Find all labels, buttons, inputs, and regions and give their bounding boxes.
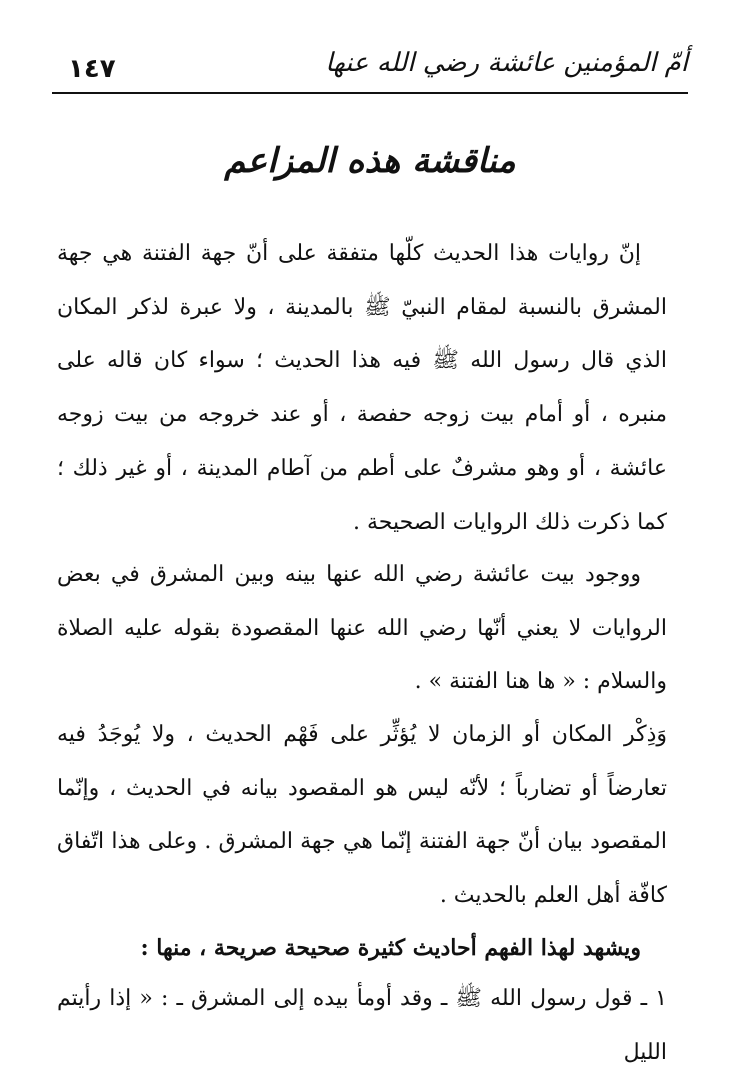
paragraph-4: ويشهد لهذا الفهم أحاديث كثيرة صحيحة صريحة ، منها : xyxy=(140,935,641,961)
page-number: ١٤٧ xyxy=(68,54,116,84)
paragraph-5: ١ ـ قول رسول الله ﷺ ـ وقد أومأ بيده إلى المشرق ـ : « إذا رأيتم الليل xyxy=(57,986,667,1065)
running-title: أمّ المؤمنين عائشة رضي الله عنها xyxy=(325,48,688,78)
page-header xyxy=(52,40,688,92)
header-divider xyxy=(52,92,688,94)
paragraph-2: ووجود بيت عائشة رضي الله عنها بينه وبين المشرق في بعض الروايات لا يعني أنّها رضي الله عنها المقصودة بقوله عليه الصلاة والسلام : « ها هنا الفتنة » . xyxy=(57,562,667,695)
section-title: مناقشة هذه المزاعم xyxy=(224,141,516,181)
paragraph-1: إنّ روايات هذا الحديث كلّها متفقة على أنّ جهة الفتنة هي جهة المشرق بالنسبة لمقام النبيّ ﷺ بالمدينة ، ولا عبرة لذكر المكان الذي قال رسول الله ﷺ فيه هذا الحديث ؛ سواء كان قاله على منبره ، أو أمام بيت زوجه حفصة ، أو عند خروجه من بيت زوجه عائشة ، أو وهو مشرفٌ على أطم من آطام المدينة ، أو غير ذلك ؛ كما ذكرت ذلك الروايات الصحيحة . xyxy=(57,241,667,535)
paragraph-3: وَذِكْر المكان أو الزمان لا يُؤثِّر على فَهْم الحديث ، ولا يُوجَدُ فيه تعارضاً أو تضارباً ؛ لأنّه ليس هو المقصود بيانه في الحديث ، وإنّما المقصود بيان أنّ جهة الفتنة إنّما هي جهة المشرق . وعلى هذا اتّفاق كافّة أهل العلم بالحديث . xyxy=(57,722,667,909)
